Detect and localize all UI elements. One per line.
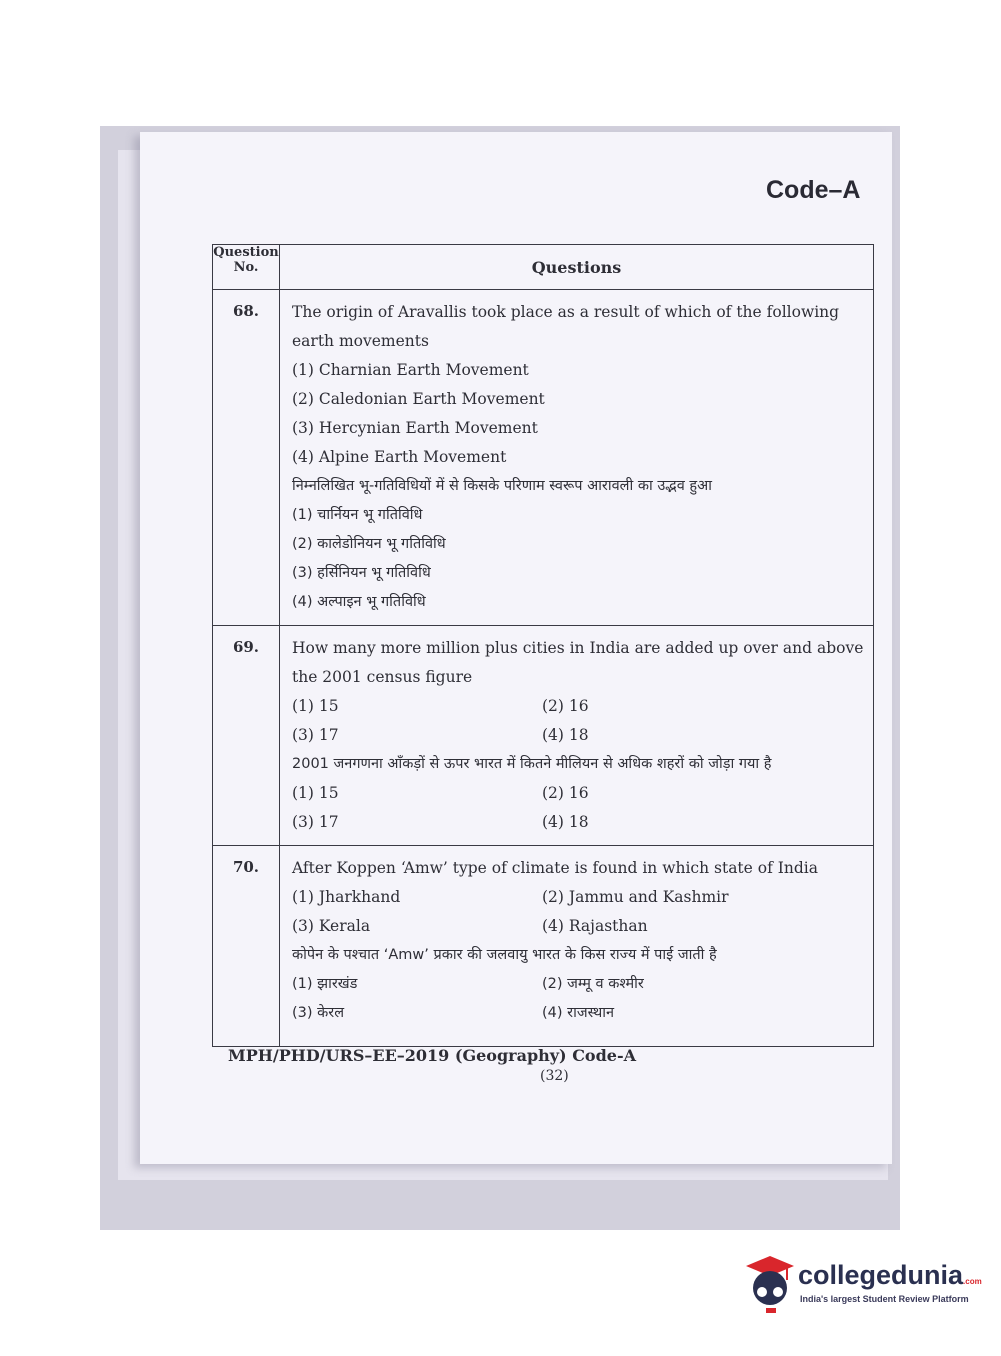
option: (2) Jammu and Kashmir <box>542 888 729 906</box>
option-hi: (4) 18 <box>542 813 589 831</box>
option: (4) Rajasthan <box>542 917 648 935</box>
question-body <box>280 626 874 846</box>
questions-header: Questions <box>280 245 874 290</box>
question-number: 70. <box>213 846 280 1047</box>
option: (4) Alpine Earth Movement <box>292 448 507 466</box>
brand-tagline: India's largest Student Review Platform <box>800 1294 969 1304</box>
code-label: Code–A <box>766 176 861 204</box>
mascot-icon <box>742 1250 798 1316</box>
option-hi: (3) हर्सिनियन भू गतिविधि <box>292 565 431 581</box>
option-hi: (3) 17 <box>292 813 339 831</box>
question-row <box>213 290 874 626</box>
option: (4) 18 <box>542 726 589 744</box>
option: (2) Caledonian Earth Movement <box>292 390 545 408</box>
page-number: (32) <box>540 1068 569 1084</box>
option: (2) 16 <box>542 697 589 715</box>
option: (1) Jharkhand <box>292 888 401 906</box>
question-number: 68. <box>213 290 280 626</box>
option-hi: (2) कालेडोनियन भू गतिविधि <box>292 536 446 552</box>
option-hi: (4) अल्पाइन भू गतिविधि <box>292 594 426 610</box>
option-hi: (2) जम्मू व कश्मीर <box>542 976 644 992</box>
question-text-en: The origin of Aravallis took place as a result of which of the following earth movements <box>292 303 840 350</box>
questions-table <box>212 244 874 1047</box>
option: (1) 15 <box>292 697 339 715</box>
option: (3) Kerala <box>292 917 371 935</box>
options-grid-hi <box>292 779 865 837</box>
options-grid-en <box>292 692 865 750</box>
option-hi: (2) 16 <box>542 784 589 802</box>
question-text-en: After Koppen ‘Amw’ type of climate is found in which state of India <box>292 859 818 877</box>
option: (3) 17 <box>292 726 339 744</box>
question-no-header: Question No. <box>213 245 280 290</box>
option-hi: (4) राजस्थान <box>542 1005 615 1021</box>
option-hi: (1) 15 <box>292 784 339 802</box>
question-body <box>280 846 874 1047</box>
brand-name: collegedunia.com <box>798 1260 982 1290</box>
collegedunia-logo <box>742 1250 982 1320</box>
options-grid-en <box>292 883 865 941</box>
option-hi: (1) चार्नियन भू गतिविधि <box>292 507 423 523</box>
option: (3) Hercynian Earth Movement <box>292 419 538 437</box>
option: (1) Charnian Earth Movement <box>292 361 529 379</box>
options-grid-hi <box>292 970 865 1028</box>
question-text-hi: निम्नलिखित भू-गतिविधियों में से किसके परिणाम स्वरूप आरावली का उद्भव हुआ <box>292 478 712 494</box>
question-text-en: How many more million plus cities in India are added up over and above the 2001 census figure <box>292 639 864 686</box>
question-number: 69. <box>213 626 280 846</box>
table-header-row <box>213 245 874 290</box>
exam-footer: MPH/PHD/URS–EE–2019 (Geography) Code-A <box>228 1046 637 1065</box>
option-hi: (1) झारखंड <box>292 976 358 992</box>
question-row <box>213 846 874 1047</box>
question-body <box>280 290 874 626</box>
question-text-hi: कोपेन के पश्चात ‘Amw’ प्रकार की जलवायु भारत के किस राज्य में पाई जाती है <box>292 947 717 963</box>
option-hi: (3) केरल <box>292 1005 345 1021</box>
question-text-hi: 2001 जनगणना आँकड़ों से ऊपर भारत में कितने मीलियन से अधिक शहरों को जोड़ा गया है <box>292 756 772 772</box>
question-row <box>213 626 874 846</box>
